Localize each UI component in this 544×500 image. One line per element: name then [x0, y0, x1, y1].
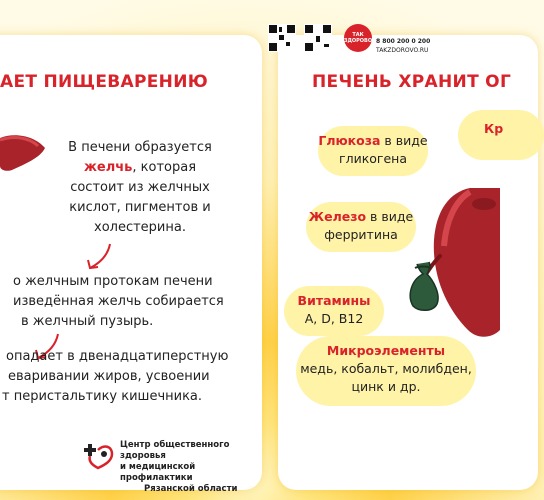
org-line: Рязанской области: [144, 484, 238, 494]
microelements-item: [296, 336, 476, 406]
pill-line: [306, 208, 416, 226]
duodenum-text: [0, 347, 250, 407]
text-line: холестерина.: [94, 220, 186, 235]
glucose-label: Глюкоза: [318, 133, 381, 148]
text-line: т перистальтику кишечника.: [2, 389, 203, 404]
arrow-down-icon: [80, 240, 120, 275]
iron-label: Железо: [308, 209, 367, 224]
cropped-label: Кр: [484, 121, 504, 136]
pill-line: медь, кобальт, молибден,: [300, 361, 472, 376]
digestion-card: [0, 35, 262, 490]
text-line: еваривании жиров, усвоении: [8, 369, 210, 384]
sack-icon: [403, 258, 443, 313]
org-line: и медицинской профилактики: [120, 462, 196, 483]
text-line: изведённая желчь собирается: [13, 294, 224, 309]
bile-duct-text: [5, 272, 253, 332]
hotline-phone: 8 800 200 0 200: [376, 38, 431, 45]
pill-line: ферритина: [324, 227, 398, 242]
text-line: [35, 158, 245, 178]
text-line: В печени образуется: [68, 140, 212, 155]
org-line: Центр общественного здоровья: [120, 440, 230, 461]
text-line: состоит из желчных: [70, 180, 210, 195]
qr-code-icon: [304, 24, 332, 52]
text-line: о желчным протокам печени: [13, 274, 213, 289]
pill-line: цинк и др.: [351, 379, 421, 394]
text-fragment: в виде: [380, 133, 428, 148]
pill-line: A, D, B12: [304, 311, 364, 326]
text-fragment: в виде: [366, 209, 414, 224]
bile-highlight: желчь: [83, 160, 133, 175]
tak-zdorovo-logo: ТАК ЗДОРОВО: [344, 24, 372, 52]
glucose-item: [318, 126, 428, 176]
pill-line: гликогена: [339, 151, 407, 166]
website-url: TAKZDOROVO.RU: [376, 47, 429, 54]
text-line: опадает в двенадцатиперстную: [6, 349, 229, 364]
text-line: кислот, пигментов и: [69, 200, 211, 215]
vitamins-label: Витамины: [297, 293, 371, 308]
pill-line: [318, 132, 428, 150]
text-line: в желчный пузырь.: [21, 314, 154, 329]
microelements-label: Микроэлементы: [326, 343, 446, 358]
qr-code-icon: [268, 24, 296, 52]
bile-formation-text: [35, 138, 245, 238]
right-title: ПЕЧЕНЬ ХРАНИТ ОГ: [312, 72, 512, 92]
text-fragment: , которая: [132, 160, 197, 175]
cropped-item: [458, 110, 544, 160]
left-title: АЕТ ПИЩЕВАРЕНИЮ: [0, 72, 208, 92]
iron-item: [306, 202, 416, 252]
organization-name: [120, 440, 270, 495]
health-center-logo-icon: [82, 440, 116, 470]
vitamins-item: [284, 286, 384, 336]
